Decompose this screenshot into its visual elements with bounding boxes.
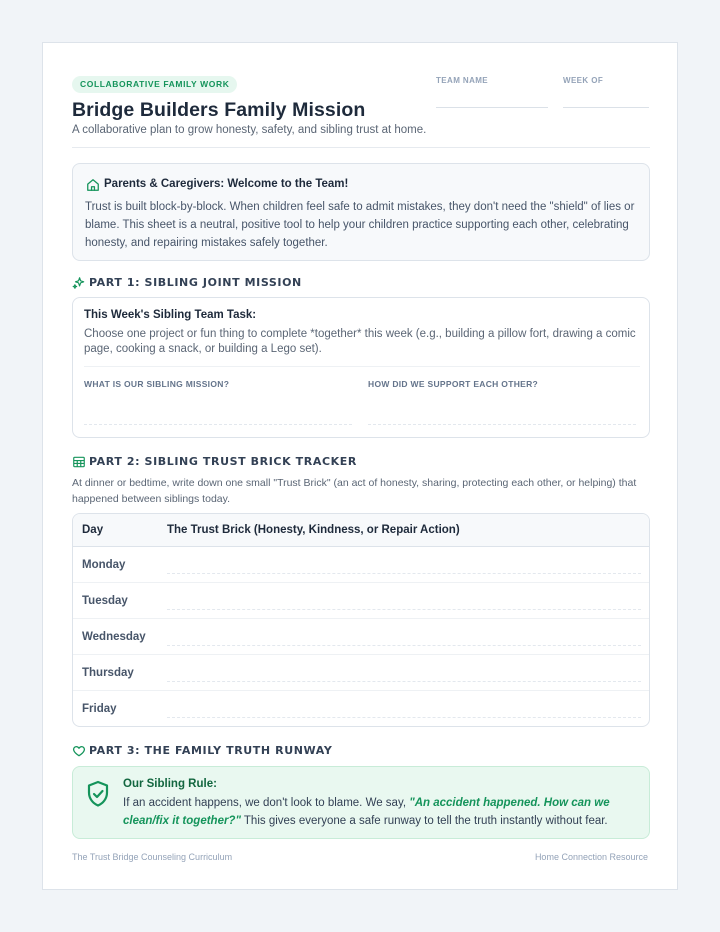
task-title: This Week's Sibling Team Task: [84,309,257,321]
brick-entry-line[interactable] [167,717,641,718]
rule-text-start: If an accident happens, we don't look to blame. We say, [123,797,410,809]
trust-brick-table [72,513,650,727]
rule-text-end: This gives everyone a safe runway to tell the truth instantly without fear. [240,815,608,827]
mission-divider [84,366,640,367]
brick-entry-line[interactable] [167,609,641,610]
page-title: Bridge Builders Family Mission [72,99,366,121]
day-cell: Tuesday [82,595,128,607]
brick-column-header: The Trust Brick (Honesty, Kindness, or Repair Action) [167,524,460,536]
table-header [73,514,649,547]
table-row [73,547,649,583]
shield-check-icon [86,780,110,808]
week-of-line[interactable] [563,107,649,108]
rule-title: Our Sibling Rule: [123,778,217,790]
category-badge: COLLABORATIVE FAMILY WORK [72,76,237,93]
part2-heading-text: PART 2: SIBLING TRUST BRICK TRACKER [89,455,357,468]
support-answer-line[interactable] [368,424,636,425]
day-cell: Friday [82,703,117,715]
sibling-mission-card [72,297,650,438]
day-cell: Wednesday [82,631,146,643]
team-name-label: TEAM NAME [436,76,489,85]
welcome-callout [72,163,650,261]
mission-answer-line[interactable] [84,424,352,425]
support-answer-field[interactable] [368,379,638,389]
team-name-line[interactable] [436,107,548,108]
table-icon [72,455,86,469]
welcome-title: Parents & Caregivers: Welcome to the Team! [104,178,349,190]
heart-icon [72,744,86,758]
day-column-header: Day [82,524,104,536]
task-description: Choose one project or fun thing to complete *together* this week (e.g., building a pillow fort, drawing a comic page, cooking a snack, or building a Lego set). [84,328,636,355]
page-subtitle: A collaborative plan to grow honesty, safety, and sibling trust at home. [72,124,427,136]
rule-quote: "An accident happened. How can we clean/fix it together?" [123,797,610,827]
part3-heading-text: PART 3: THE FAMILY TRUTH RUNWAY [89,744,333,757]
week-of-label: WEEK OF [563,76,604,85]
table-row [73,619,649,655]
tracker-description: At dinner or bedtime, write down one small "Trust Brick" (an act of honesty, sharing, protecting each other, or helping) that happened between siblings today. [72,477,637,505]
footer-resource: Home Connection Resource [534,852,648,862]
day-cell: Thursday [82,667,134,679]
table-row [73,583,649,619]
support-question-label: HOW DID WE SUPPORT EACH OTHER? [368,379,539,389]
rule-body [123,794,643,830]
day-cell: Monday [82,559,126,571]
team-name-field[interactable] [436,76,550,85]
part1-heading-text: PART 1: SIBLING JOINT MISSION [89,276,302,289]
home-icon [86,178,100,192]
brick-entry-line[interactable] [167,681,641,682]
brick-entry-line[interactable] [167,573,641,574]
mission-answer-field[interactable] [84,379,354,389]
sparkle-icon [72,276,86,290]
table-row [73,655,649,691]
worksheet-page [42,42,678,890]
welcome-body: Trust is built block-by-block. When children feel safe to admit mistakes, they don't need the "shield" of lies or blame. This sheet is a neutral, positive tool to help your children practice supporting each other, celebrating honesty, and repairing mistakes safely together. [85,201,635,249]
brick-entry-line[interactable] [167,645,641,646]
header-divider [72,147,650,148]
mission-question-label: WHAT IS OUR SIBLING MISSION? [84,379,230,389]
footer-curriculum: The Trust Bridge Counseling Curriculum [72,852,233,862]
week-of-field[interactable] [563,76,650,85]
sibling-rule-callout [72,766,650,839]
worksheet-header [72,76,650,148]
table-row [73,691,649,727]
